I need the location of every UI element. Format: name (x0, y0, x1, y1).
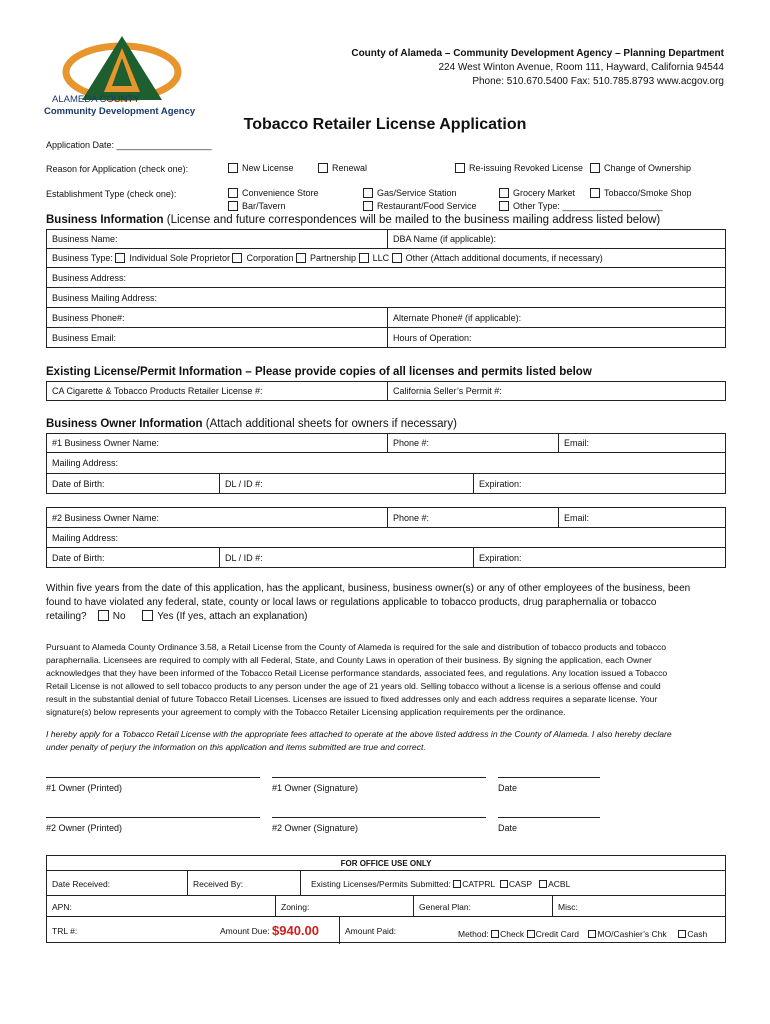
owner2-name-row (46, 507, 726, 528)
owner2-expiration-field[interactable]: Expiration: (473, 548, 725, 567)
checkbox-credit-card[interactable] (527, 930, 535, 938)
checkbox-no[interactable] (98, 610, 109, 621)
ca-license-field[interactable]: CA Cigarette & Tobacco Products Retailer License #: (52, 386, 263, 396)
logo-line2: Community Development Agency (44, 106, 196, 117)
owner1-name-field[interactable]: #1 Business Owner Name: (52, 438, 160, 448)
existing-license-heading: Existing License/Permit Information – Please provide copies of all licenses and permits listed below (46, 366, 592, 378)
org-line2: 224 West Winton Avenue, Room 111, Hayward, California 94544 (438, 62, 724, 73)
hours-field[interactable]: Hours of Operation: (387, 328, 725, 347)
owner1-printed-label: #1 Owner (Printed) (46, 783, 123, 793)
existing-license-row (46, 381, 726, 401)
business-name-field[interactable]: Business Name: (52, 234, 118, 244)
establishment-label: Establishment Type (check one): (46, 189, 177, 199)
trl-field[interactable]: TRL #: (52, 925, 78, 936)
county-logo (40, 34, 200, 118)
business-type-options: Business Type: Individual Sole Proprietor Corporation Partnership LLC Other (Attach additional documents, if necessary) (52, 252, 603, 263)
owner1-phone-field[interactable]: Phone #: (387, 434, 559, 452)
office-use-box (46, 855, 726, 943)
checkbox-casp[interactable] (500, 880, 508, 888)
ordinance-text: Pursuant to Alameda County Ordinance 3.58, a Retail License from the County of Alameda is required for the sale and distribution of tobacco products and tobacco paraphernalia. Licensees are required to comply with all Federal, State, and County Laws in operation of their business. By signing the application, each Owner acknowledges that they have been informed of the Tobacco Retail License performance standards, associated fees, and regulations. Any location issued a Tobacco Retail License is not allowed to sell tobacco products to any person under the age of 21 years old. Selling tobacco without a license is a serious offense and could result in the substantial denial of future Tobacco Retail Licenses. Licenses are issued to fixed addresses only and each address requires a separate license. Your signature(s) below represents your agreement to comply with the Tobacco Retailer Licensing application requirements per the ordinance. (46, 642, 668, 717)
est-grocery[interactable]: Grocery Market (499, 188, 575, 198)
checkbox[interactable] (590, 188, 600, 198)
declaration-text: I hereby apply for a Tobacco Retail License with the appropriate fees attached to operate at the above listed address in the County of Alameda. I also hereby declare under penalty of perjury the information on this application and items submitted are true and correct. (46, 729, 672, 752)
checkbox-mo-cashiers[interactable] (588, 930, 596, 938)
office-heading: FOR OFFICE USE ONLY (340, 859, 432, 868)
reason-new-license[interactable]: New License (228, 163, 294, 173)
checkbox-acbl[interactable] (539, 880, 547, 888)
amount-due-field: Amount Due: $940.00 (220, 923, 319, 938)
checkbox[interactable] (363, 201, 373, 211)
owner-info-heading: Business Owner Information (Attach additional sheets for owners if necessary) (46, 418, 457, 430)
org-line1: County of Alameda – Community Development Agency – Planning Department (351, 48, 724, 59)
zoning-field[interactable]: Zoning: (275, 896, 416, 917)
reason-reissuing[interactable]: Re-issuing Revoked License (455, 163, 583, 173)
owner1-signature-line[interactable] (272, 777, 486, 778)
misc-field[interactable]: Misc: (552, 896, 725, 917)
checkbox[interactable] (363, 188, 373, 198)
received-by-field[interactable]: Received By: (187, 871, 303, 896)
owner2-date-label: Date (498, 823, 518, 833)
application-date[interactable]: Application Date: ___________________ (46, 140, 212, 150)
checkbox[interactable] (590, 163, 600, 173)
owner2-dl-field[interactable]: DL / ID #: (219, 548, 475, 567)
est-convenience[interactable]: Convenience Store (228, 188, 319, 198)
checkbox[interactable] (318, 163, 328, 173)
checkbox[interactable] (228, 188, 238, 198)
amount-paid-field[interactable]: Amount Paid: (339, 917, 455, 944)
owner2-date-line[interactable] (498, 817, 600, 818)
checkbox[interactable] (455, 163, 465, 173)
apn-field[interactable]: APN: (52, 901, 72, 912)
owner1-name-row (46, 433, 726, 453)
owner2-phone-field[interactable]: Phone #: (387, 508, 559, 527)
business-phone-row (46, 308, 726, 328)
existing-submitted: Existing Licenses/Permits Submitted: CATPRL CASP ACBL (300, 871, 725, 896)
checkbox-other[interactable] (392, 253, 402, 263)
business-info-heading: Business Information (License and future correspondences will be mailed to the business mailing address listed below) (46, 214, 661, 226)
checkbox-yes[interactable] (142, 610, 153, 621)
reason-renewal[interactable]: Renewal (318, 163, 367, 173)
est-tobacco-shop[interactable]: Tobacco/Smoke Shop (590, 188, 692, 198)
checkbox[interactable] (499, 188, 509, 198)
checkbox[interactable] (228, 201, 238, 211)
est-other[interactable]: Other Type: ____________________ (499, 201, 662, 211)
est-restaurant[interactable]: Restaurant/Food Service (363, 201, 477, 211)
checkbox-catprl[interactable] (453, 880, 461, 888)
owner2-dob-field[interactable]: Date of Birth: (52, 552, 105, 563)
business-phone-field[interactable]: Business Phone#: (52, 312, 125, 323)
owner2-signature-line[interactable] (272, 817, 486, 818)
owner2-name-field[interactable]: #2 Business Owner Name: (52, 512, 160, 523)
checkbox-check[interactable] (491, 930, 499, 938)
owner2-printed-label: #2 Owner (Printed) (46, 823, 123, 833)
checkbox[interactable] (228, 163, 238, 173)
owner2-printed-line[interactable] (46, 817, 260, 818)
owner1-expiration-field[interactable]: Expiration: (473, 474, 725, 493)
business-email-row (46, 328, 726, 348)
payment-method: Method: Check Credit Card MO/Cashier’s Chk Cash (458, 928, 708, 939)
owner1-date-label: Date (498, 783, 518, 793)
reason-label: Reason for Application (check one): (46, 164, 189, 174)
business-name-row (46, 229, 726, 249)
owner1-date-line[interactable] (498, 777, 600, 778)
checkbox-llc[interactable] (359, 253, 369, 263)
checkbox-cash[interactable] (678, 930, 686, 938)
checkbox-corporation[interactable] (232, 253, 242, 263)
est-bar[interactable]: Bar/Tavern (228, 201, 286, 211)
dba-field[interactable]: DBA Name (if applicable): (387, 230, 725, 248)
checkbox[interactable] (499, 201, 509, 211)
owner1-printed-line[interactable] (46, 777, 260, 778)
owner2-mailing-row[interactable]: Mailing Address: (46, 528, 726, 548)
checkbox-partnership[interactable] (296, 253, 306, 263)
alt-phone-field[interactable]: Alternate Phone# (if applicable): (387, 308, 725, 327)
owner2-email-field[interactable]: Email: (558, 508, 725, 527)
owner1-dob-field[interactable]: Date of Birth: (52, 478, 105, 489)
business-email-field[interactable]: Business Email: (52, 332, 117, 343)
reason-change-ownership[interactable]: Change of Ownership (590, 163, 691, 173)
amount-due-value: $940.00 (272, 923, 319, 938)
business-mailing-row[interactable]: Business Mailing Address: (46, 288, 726, 308)
logo-line1: ALAMEDA COUNTY (52, 94, 140, 105)
owner2-dob-row (46, 548, 726, 568)
sellers-permit-field[interactable]: California Seller’s Permit #: (387, 382, 725, 400)
checkbox-sole-proprietor[interactable] (115, 253, 125, 263)
general-plan-field[interactable]: General Plan: (413, 896, 555, 917)
page-title: Tobacco Retailer License Application (243, 116, 527, 133)
owner1-mailing-row[interactable]: Mailing Address: (46, 453, 726, 474)
org-line3: Phone: 510.670.5400 Fax: 510.785.8793 www.acgov.org (472, 76, 724, 87)
owner1-email-field[interactable]: Email: (558, 434, 725, 452)
violation-question: Within five years from the date of this application, has the applicant, business, business owner(s) or any of other employees of the business, been found to have violated any federal, state, county or local laws or regulations applicable to tobacco products, drug paraphernalia or tobacco retailing? No Yes (If yes, attach an explanation) (46, 583, 691, 622)
owner1-dl-field[interactable]: DL / ID #: (219, 474, 475, 493)
business-address-row[interactable]: Business Address: (46, 268, 726, 288)
date-received-field[interactable]: Date Received: (52, 879, 111, 889)
owner1-dob-row (46, 474, 726, 494)
owner1-signature-label: #1 Owner (Signature) (272, 783, 359, 793)
est-gas[interactable]: Gas/Service Station (363, 188, 457, 198)
business-type-row (46, 248, 726, 268)
owner2-signature-label: #2 Owner (Signature) (272, 823, 359, 833)
